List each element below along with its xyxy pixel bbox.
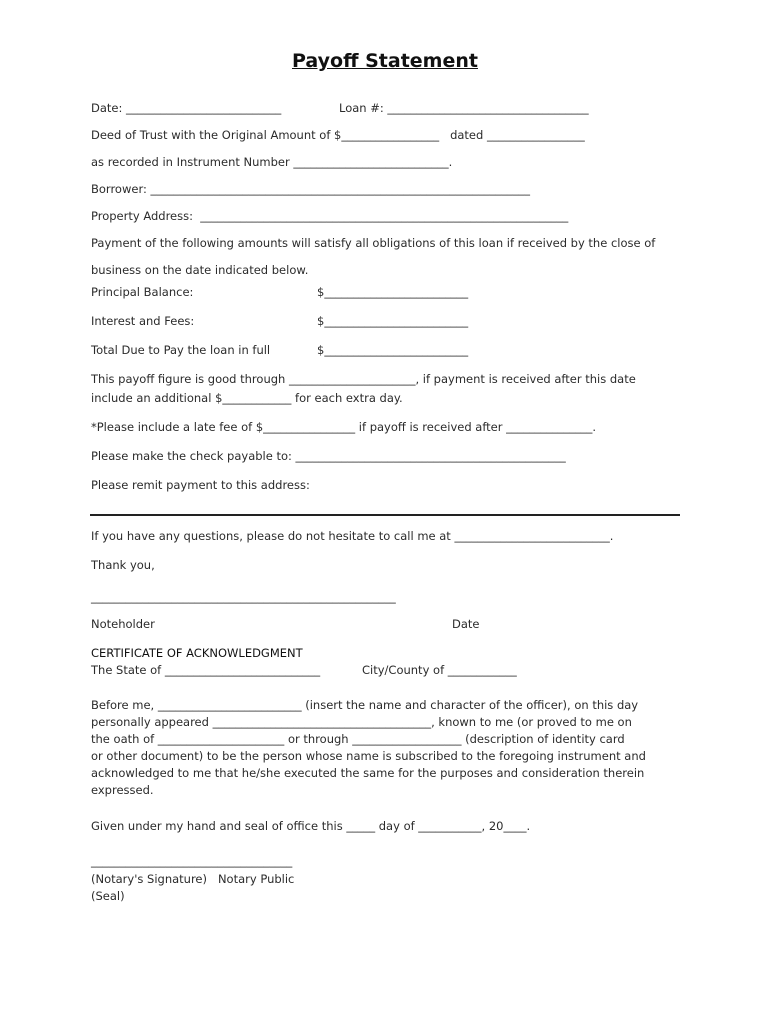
state-field[interactable]: The State of ___________________________ bbox=[91, 663, 321, 677]
seal-label: (Seal) bbox=[91, 889, 125, 903]
date-label: Date bbox=[452, 617, 480, 631]
given-under-hand-line[interactable]: Given under my hand and seal of office this _____ day of ___________, 20____. bbox=[91, 819, 531, 833]
county-field[interactable]: City/County of ____________ bbox=[362, 663, 517, 677]
address-line[interactable] bbox=[90, 514, 680, 516]
acknowledgment-line-4: or other document) to be the person whose name is subscribed to the foregoing instrument and bbox=[91, 749, 646, 763]
acknowledgment-line-2[interactable]: personally appeared ______________________________________, known to me (or proved to me on bbox=[91, 715, 632, 729]
total-due-field[interactable]: $_________________________ bbox=[317, 343, 469, 357]
notary-signature-label: (Notary's Signature) Notary Public bbox=[91, 872, 295, 886]
borrower-field[interactable]: Borrower: __________________________________________________________________ bbox=[91, 182, 530, 196]
property-address-field[interactable]: Property Address: ________________________________________________________________ bbox=[91, 209, 569, 223]
total-due-label: Total Due to Pay the loan in full bbox=[91, 343, 271, 357]
noteholder-label: Noteholder bbox=[91, 617, 155, 631]
remit-address-label: Please remit payment to this address: bbox=[91, 478, 310, 492]
date-field[interactable]: Date: ___________________________ bbox=[91, 101, 282, 115]
questions-line[interactable]: If you have any questions, please do not hesitate to call me at ___________________________. bbox=[91, 529, 614, 543]
thank-you-text: Thank you, bbox=[91, 558, 155, 572]
late-fee-line[interactable]: *Please include a late fee of $________________ if payoff is received after _______________. bbox=[91, 420, 597, 434]
notary-signature-line[interactable]: ___________________________________ bbox=[91, 854, 293, 868]
interest-fees-field[interactable]: $_________________________ bbox=[317, 314, 469, 328]
payment-paragraph-line-2: business on the date indicated below. bbox=[91, 263, 309, 277]
acknowledgment-line-3[interactable]: the oath of ______________________ or through ___________________ (description of identity card bbox=[91, 732, 625, 746]
good-through-line-1[interactable]: This payoff figure is good through ______________________, if payment is received after this date bbox=[91, 372, 636, 386]
check-payable-line[interactable]: Please make the check payable to: _______________________________________________ bbox=[91, 449, 566, 463]
document-title: Payoff Statement bbox=[292, 50, 478, 72]
acknowledgment-line-5: acknowledged to me that he/she executed the same for the purposes and consideration therein bbox=[91, 766, 645, 780]
acknowledgment-line-6: expressed. bbox=[91, 783, 154, 797]
good-through-line-2[interactable]: include an additional $____________ for each extra day. bbox=[91, 391, 403, 405]
certificate-title: CERTIFICATE OF ACKNOWLEDGMENT bbox=[91, 646, 303, 660]
instrument-number-line[interactable]: as recorded in Instrument Number ___________________________. bbox=[91, 155, 453, 169]
loan-number-field[interactable]: Loan #: ___________________________________ bbox=[339, 101, 589, 115]
deed-of-trust-line[interactable]: Deed of Trust with the Original Amount of $_________________ dated _________________ bbox=[91, 128, 585, 142]
payment-paragraph-line-1: Payment of the following amounts will satisfy all obligations of this loan if received by the close of bbox=[91, 236, 656, 250]
principal-balance-field[interactable]: $_________________________ bbox=[317, 285, 469, 299]
noteholder-signature-line[interactable]: _____________________________________________________ bbox=[91, 590, 396, 604]
interest-fees-label: Interest and Fees: bbox=[91, 314, 195, 328]
principal-balance-label: Principal Balance: bbox=[91, 285, 194, 299]
acknowledgment-line-1[interactable]: Before me, _________________________ (insert the name and character of the officer), on this day bbox=[91, 698, 639, 712]
